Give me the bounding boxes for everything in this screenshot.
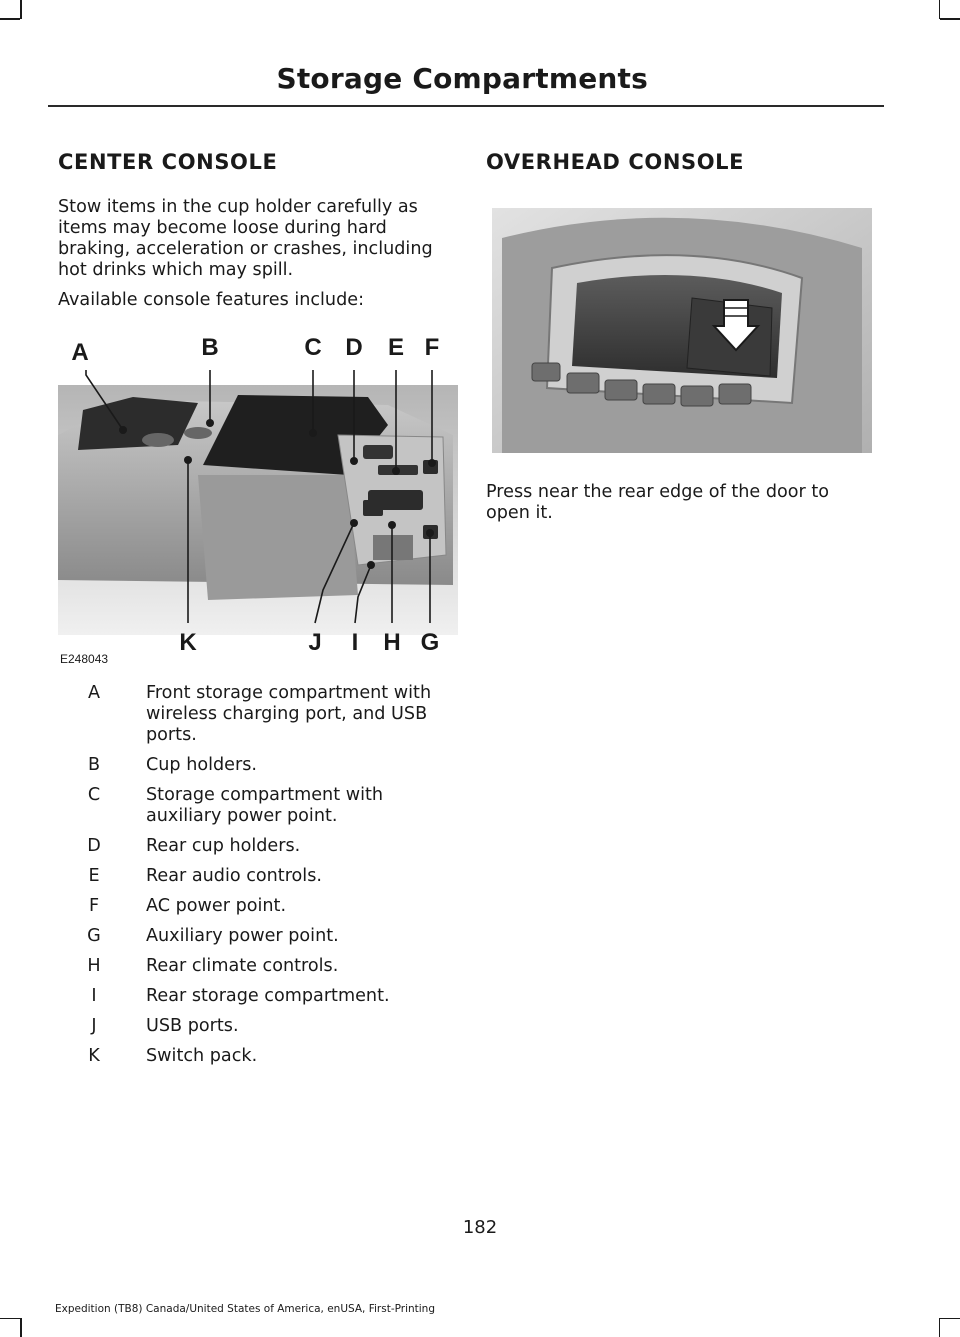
cup-holder-shape bbox=[142, 433, 174, 447]
legend-item bbox=[58, 956, 458, 977]
legend-item bbox=[58, 836, 458, 857]
callout-c: C bbox=[304, 334, 322, 361]
legend-letter: F bbox=[88, 896, 100, 916]
rear-cup-holder-shape bbox=[363, 445, 393, 459]
legend-text: Rear storage compartment. bbox=[146, 986, 390, 1006]
figure-code: E248043 bbox=[60, 652, 109, 666]
legend-item bbox=[58, 926, 458, 947]
legend-letter: I bbox=[91, 986, 97, 1006]
legend-item bbox=[58, 896, 458, 917]
callout-a: A bbox=[71, 339, 89, 366]
crop-mark bbox=[939, 0, 941, 19]
crop-mark bbox=[20, 0, 22, 19]
legend-text: Cup holders. bbox=[146, 755, 257, 775]
legend-item bbox=[58, 1046, 458, 1067]
legend-letter: H bbox=[87, 956, 101, 976]
legend-text: Front storage compartment with wireless charging port, and USB ports. bbox=[146, 683, 432, 745]
callout-f: F bbox=[424, 334, 440, 361]
legend-text: Storage compartment with auxiliary power point. bbox=[146, 785, 384, 826]
center-console-features-intro: Available console features include: bbox=[58, 290, 365, 310]
legend-letter: G bbox=[87, 926, 101, 946]
callout-i: I bbox=[351, 629, 359, 656]
center-console-legend bbox=[58, 683, 458, 1076]
cup-holder-shape bbox=[184, 427, 212, 439]
legend-letter: J bbox=[91, 1016, 97, 1036]
callout-b: B bbox=[201, 334, 219, 361]
legend-text: Rear audio controls. bbox=[146, 866, 322, 886]
crop-mark bbox=[940, 1318, 960, 1320]
overhead-console-figure bbox=[492, 208, 872, 453]
overhead-console-illustration bbox=[492, 208, 872, 453]
callout-e: E bbox=[387, 334, 405, 361]
legend-letter: A bbox=[87, 683, 101, 703]
crop-mark bbox=[20, 1318, 22, 1337]
legend-letter: E bbox=[88, 866, 100, 886]
callout-j: J bbox=[308, 629, 322, 656]
rear-storage-shape bbox=[373, 535, 413, 560]
center-console-illustration bbox=[58, 325, 458, 670]
overhead-console-instruction: Press near the rear edge of the door to open it. bbox=[486, 482, 830, 523]
callout-h: H bbox=[383, 629, 401, 656]
legend-item bbox=[58, 866, 458, 887]
footer-edition: Expedition (TB8) Canada/United States of America, enUSA, First-Printing bbox=[55, 1303, 436, 1315]
callout-g: G bbox=[420, 629, 440, 656]
legend-letter: B bbox=[87, 755, 101, 775]
overhead-console-heading: OVERHEAD CONSOLE bbox=[486, 150, 745, 174]
crop-mark bbox=[0, 18, 20, 20]
legend-item bbox=[58, 683, 458, 746]
crop-mark bbox=[939, 1318, 941, 1337]
page-title: Storage Compartments bbox=[276, 62, 648, 95]
legend-letter: D bbox=[87, 836, 101, 856]
callout-k: K bbox=[179, 629, 197, 656]
legend-item bbox=[58, 986, 458, 1007]
header-divider bbox=[48, 105, 884, 107]
legend-item bbox=[58, 785, 458, 827]
legend-letter: C bbox=[87, 785, 101, 805]
legend-text: Switch pack. bbox=[146, 1046, 258, 1066]
legend-letter: K bbox=[88, 1046, 100, 1066]
legend-item bbox=[58, 755, 458, 776]
legend-text: AC power point. bbox=[146, 896, 287, 916]
legend-text: USB ports. bbox=[146, 1016, 239, 1036]
legend-text: Rear cup holders. bbox=[146, 836, 301, 856]
crop-mark bbox=[940, 18, 960, 20]
legend-item bbox=[58, 1016, 458, 1037]
center-console-heading: CENTER CONSOLE bbox=[58, 150, 278, 174]
armrest-side-shape bbox=[198, 475, 358, 600]
legend-text: Rear climate controls. bbox=[146, 956, 339, 976]
center-console-intro: Stow items in the cup holder carefully as items may become loose during hard braking, acceleration or crashes, including hot drinks which may spill. bbox=[58, 197, 433, 280]
page-number: 182 bbox=[462, 1217, 498, 1238]
usb-ports-shape bbox=[363, 500, 383, 516]
legend-text: Auxiliary power point. bbox=[146, 926, 339, 946]
crop-mark bbox=[0, 1318, 20, 1320]
center-console-figure bbox=[58, 325, 458, 670]
callout-d: D bbox=[345, 334, 363, 361]
